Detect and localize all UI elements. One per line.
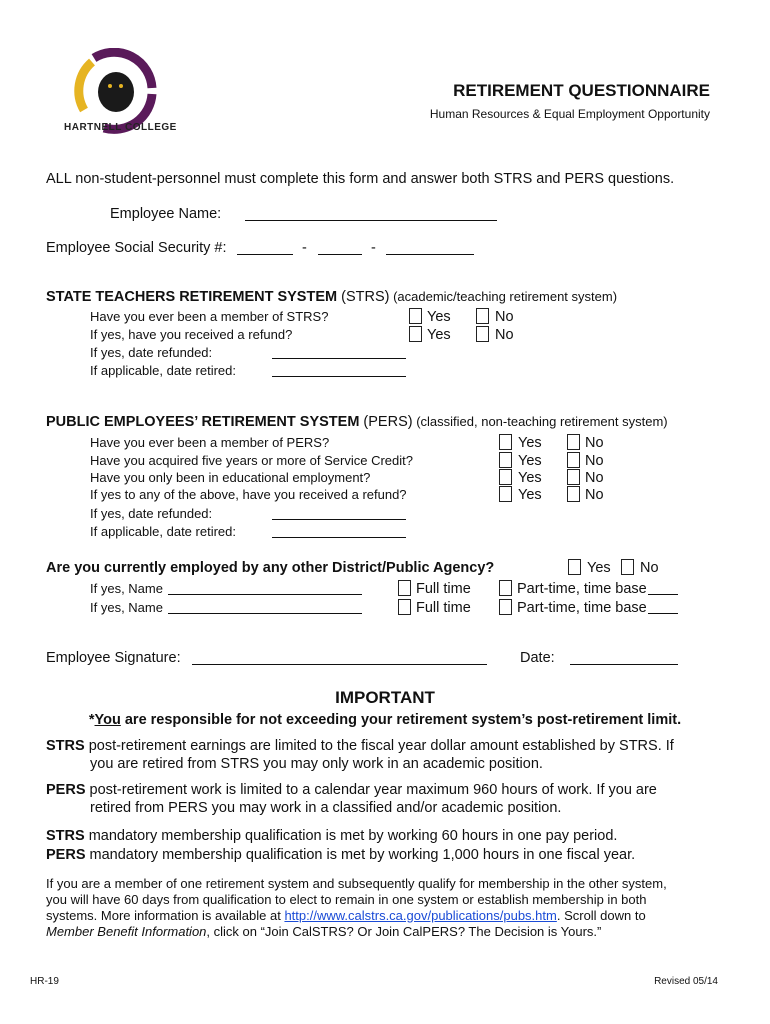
strs-q1: Have you ever been a member of STRS? xyxy=(90,309,329,324)
no-label: No xyxy=(495,327,514,343)
important-heading: IMPORTANT xyxy=(335,688,435,707)
part-time-label: Part-time, time base xyxy=(517,581,647,597)
footnote-line-4: Member Benefit Information, click on “Join CalSTRS? Or Join CalPERS? The Decision is Yours.” xyxy=(46,924,602,939)
agency-name-field-2[interactable] xyxy=(168,613,362,614)
full-time-label: Full time xyxy=(416,600,471,616)
ssn-field-2[interactable] xyxy=(318,254,362,255)
agency2-full-time-checkbox[interactable] xyxy=(398,599,411,615)
strs-q2: If yes, have you received a refund? xyxy=(90,327,293,342)
yes-label: Yes xyxy=(518,487,542,503)
signature-field[interactable] xyxy=(192,664,487,665)
strs-q1-no-checkbox[interactable] xyxy=(476,308,489,324)
agency1-part-time-checkbox[interactable] xyxy=(499,580,512,596)
yes-label: Yes xyxy=(427,327,451,343)
yes-label: Yes xyxy=(518,470,542,486)
no-label: No xyxy=(585,435,604,451)
strs-q1-yes-checkbox[interactable] xyxy=(409,308,422,324)
strs-membership-para: STRS mandatory membership qualification is met by working 60 hours in one pay period. xyxy=(46,828,618,844)
pers-q2-no-checkbox[interactable] xyxy=(567,452,580,468)
form-title: RETIREMENT QUESTIONNAIRE xyxy=(453,81,710,100)
pers-q1-no-checkbox[interactable] xyxy=(567,434,580,450)
strs-earnings-para-cont: you are retired from STRS you may only work in an academic position. xyxy=(90,756,543,772)
part-time-label: Part-time, time base xyxy=(517,600,647,616)
strs-q4: If applicable, date retired: xyxy=(90,363,236,378)
pers-q3-yes-checkbox[interactable] xyxy=(499,469,512,485)
pers-date-refunded-field[interactable] xyxy=(272,519,406,520)
agency-question: Are you currently employed by any other District/Public Agency? xyxy=(46,560,495,576)
strs-earnings-para: STRS post-retirement earnings are limited to the fiscal year dollar amount established by STRS. If xyxy=(46,738,674,754)
pers-q6: If applicable, date retired: xyxy=(90,524,236,539)
date-field[interactable] xyxy=(570,664,678,665)
pers-q2-yes-checkbox[interactable] xyxy=(499,452,512,468)
agency2-time-base-field[interactable] xyxy=(648,613,678,614)
pers-membership-para: PERS mandatory membership qualification is met by working 1,000 hours in one fiscal year. xyxy=(46,847,636,863)
no-label: No xyxy=(640,560,659,576)
date-label: Date: xyxy=(520,650,555,666)
pers-q3-no-checkbox[interactable] xyxy=(567,469,580,485)
pers-date-retired-field[interactable] xyxy=(272,537,406,538)
agency-name-field-1[interactable] xyxy=(168,594,362,595)
ssn-field-3[interactable] xyxy=(386,254,474,255)
yes-label: Yes xyxy=(518,453,542,469)
agency1-time-base-field[interactable] xyxy=(648,594,678,595)
agency2-part-time-checkbox[interactable] xyxy=(499,599,512,615)
pers-q4: If yes to any of the above, have you received a refund? xyxy=(90,487,407,502)
signature-label: Employee Signature: xyxy=(46,650,181,666)
pers-q5: If yes, date refunded: xyxy=(90,506,213,521)
strs-heading: STATE TEACHERS RETIREMENT SYSTEM (STRS) (academic/teaching retirement system) xyxy=(46,289,618,305)
strs-q3: If yes, date refunded: xyxy=(90,345,213,360)
ssn-separator: - xyxy=(302,240,307,256)
pers-q1: Have you ever been a member of PERS? xyxy=(90,435,330,450)
footnote-line-3: systems. More information is available at http://www.calstrs.ca.gov/publications/pubs.htm. Scroll down to xyxy=(46,908,646,923)
yes-label: Yes xyxy=(518,435,542,451)
ssn-field-1[interactable] xyxy=(237,254,293,255)
pers-q4-yes-checkbox[interactable] xyxy=(499,486,512,502)
agency-name-label: If yes, Name xyxy=(90,581,163,596)
pers-q2: Have you acquired five years or more of Service Credit? xyxy=(90,453,413,468)
employee-name-label: Employee Name: xyxy=(110,206,222,222)
pers-heading: PUBLIC EMPLOYEES’ RETIREMENT SYSTEM (PERS) (classified, non-teaching retirement system) xyxy=(46,414,668,430)
pers-work-para-cont: retired from PERS you may work in a classified and/or academic position. xyxy=(90,800,562,816)
pers-q1-yes-checkbox[interactable] xyxy=(499,434,512,450)
form-subtitle: Human Resources & Equal Employment Opportunity xyxy=(429,107,710,121)
logo-text: HARTNELL COLLEGE xyxy=(64,122,177,133)
footnote-line-1: If you are a member of one retirement system and subsequently qualify for membership in the other system, xyxy=(46,876,667,891)
form-code: HR-19 xyxy=(30,976,59,987)
employee-name-field[interactable] xyxy=(245,220,497,221)
full-time-label: Full time xyxy=(416,581,471,597)
pers-q3: Have you only been in educational employment? xyxy=(90,470,371,485)
yes-label: Yes xyxy=(587,560,611,576)
ssn-label: Employee Social Security #: xyxy=(46,240,227,256)
no-label: No xyxy=(495,309,514,325)
strs-date-retired-field[interactable] xyxy=(272,376,406,377)
agency-yes-checkbox[interactable] xyxy=(568,559,581,575)
yes-label: Yes xyxy=(427,309,451,325)
agency-name-label: If yes, Name xyxy=(90,600,163,615)
pers-work-para: PERS post-retirement work is limited to a calendar year maximum 960 hours of work. If you are xyxy=(46,782,657,798)
strs-q2-no-checkbox[interactable] xyxy=(476,326,489,342)
intro-text: ALL non-student-personnel must complete this form and answer both STRS and PERS questions. xyxy=(46,171,675,187)
revised-date: Revised 05/14 xyxy=(654,976,718,987)
important-subheading: *You are responsible for not exceeding your retirement system’s post-retirement limit. xyxy=(88,712,682,728)
calstrs-link[interactable]: http://www.calstrs.ca.gov/publications/pubs.htm xyxy=(284,908,557,923)
agency1-full-time-checkbox[interactable] xyxy=(398,580,411,596)
strs-q2-yes-checkbox[interactable] xyxy=(409,326,422,342)
no-label: No xyxy=(585,453,604,469)
pers-q4-no-checkbox[interactable] xyxy=(567,486,580,502)
strs-date-refunded-field[interactable] xyxy=(272,358,406,359)
no-label: No xyxy=(585,470,604,486)
agency-no-checkbox[interactable] xyxy=(621,559,634,575)
footnote-line-2: you will have 60 days from qualification to elect to remain in one system or establish membership in both xyxy=(46,892,647,907)
no-label: No xyxy=(585,487,604,503)
ssn-separator: - xyxy=(371,240,376,256)
